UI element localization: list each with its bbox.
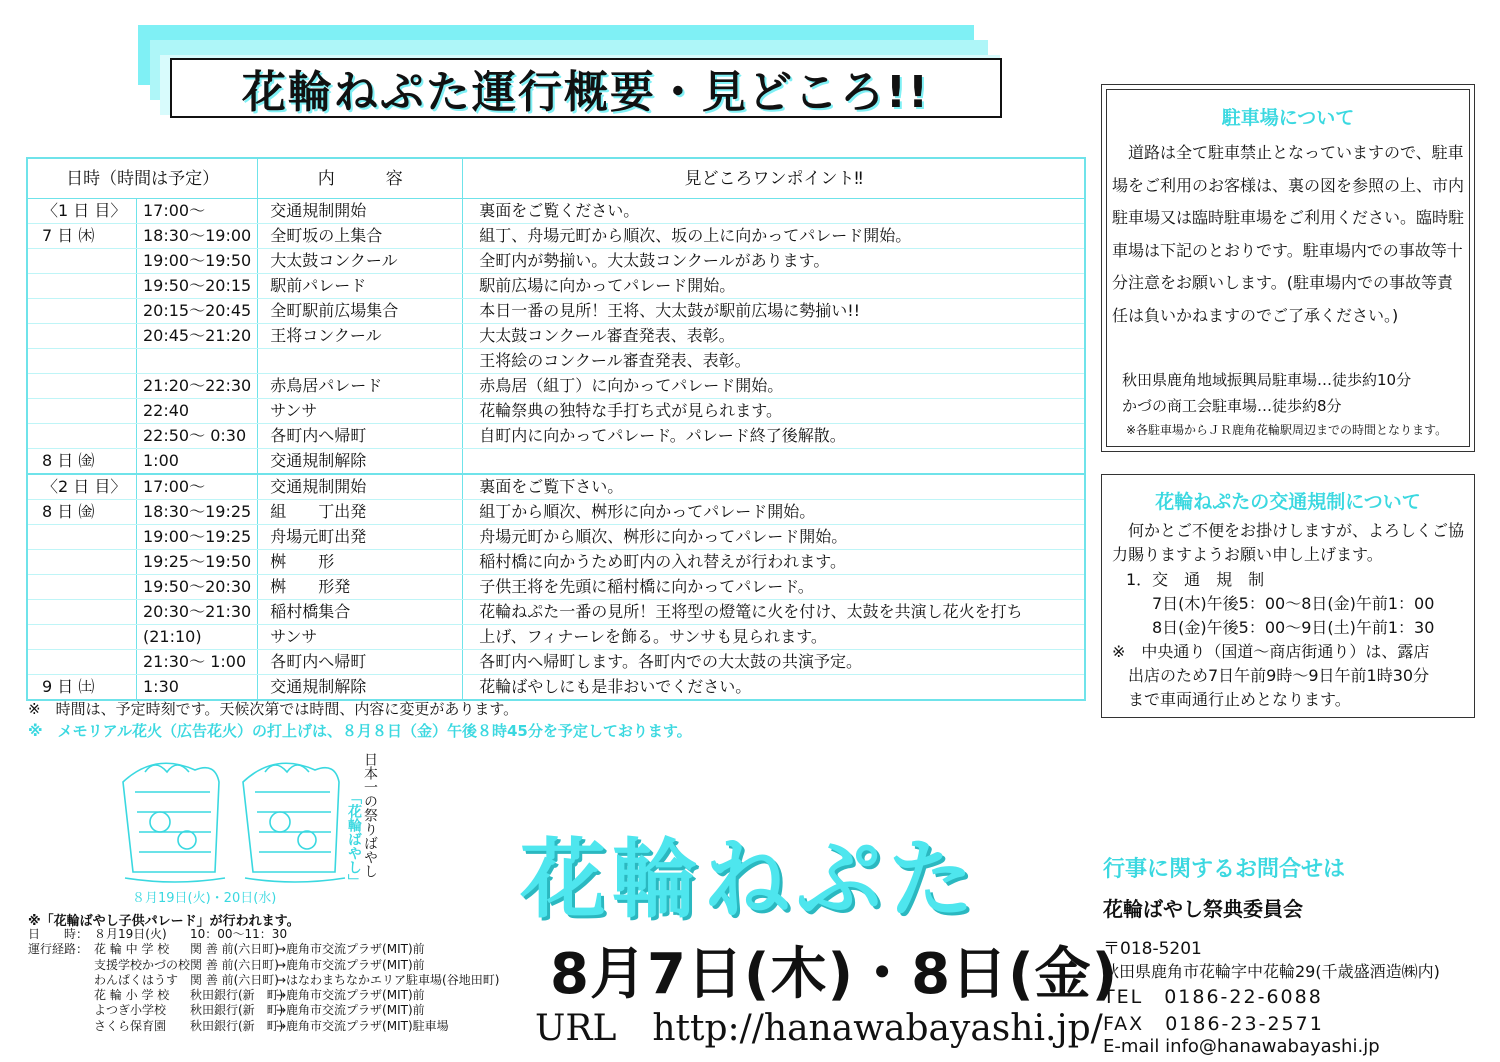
cell-time: 20:45～21:20 bbox=[137, 324, 258, 349]
cell-content: 舟場元町出発 bbox=[258, 525, 463, 550]
cell-content: 全町坂の上集合 bbox=[258, 224, 463, 249]
cell-content: 交通規制開始 bbox=[258, 474, 463, 500]
contact-block bbox=[1103, 893, 1440, 1057]
kids-cell: →はなわまちなかエリア駐車場(谷地田町) bbox=[276, 972, 500, 987]
traffic-intro: 何かとご不便をお掛けしますが、よろしくご協力賜りますようお願い申し上げます。 bbox=[1112, 521, 1465, 564]
cell-content: 全町駅前広場集合 bbox=[258, 299, 463, 324]
kids-cell: さくら保育園 bbox=[94, 1018, 167, 1033]
cell-time: 1:30 bbox=[137, 675, 258, 701]
table-row bbox=[27, 374, 1085, 399]
parking-small-note: ※各駐車場からＪＲ鹿角花輪駅周辺までの時間となります。 bbox=[1126, 423, 1448, 437]
cell-time: 20:30～21:30 bbox=[137, 600, 258, 625]
cell-point: 裏面をご覧ください。 bbox=[463, 199, 1085, 224]
kids-cell: 支援学校かづの校 bbox=[94, 957, 191, 972]
cell-point: 組丁、舟場元町から順次、坂の上に向かってパレード開始。 bbox=[463, 224, 1085, 249]
table-row bbox=[27, 449, 1085, 475]
kids-row bbox=[28, 1019, 499, 1034]
vertical-caption: 日本一の祭りばやし bbox=[362, 752, 378, 878]
schedule-table bbox=[26, 157, 1086, 701]
cell-point bbox=[463, 449, 1085, 475]
traffic-note-c: まで車両通行止めとなります。 bbox=[1128, 690, 1351, 709]
cell-point: 舟場元町から順次、桝形に向かってパレード開始。 bbox=[463, 525, 1085, 550]
cell-content: 交通規制開始 bbox=[258, 199, 463, 224]
cell-point: 裏面をご覧下さい。 bbox=[463, 474, 1085, 500]
festival-dates: ８月19日(火)・20日(水) bbox=[132, 891, 277, 906]
kids-row bbox=[28, 927, 499, 942]
cell-time: 1:00 bbox=[137, 449, 258, 475]
cell-day: 7 日 ㈭ bbox=[27, 224, 137, 249]
cell-point: 上げ、フィナーレを飾る。サンサも見られます。 bbox=[463, 625, 1085, 650]
cell-time bbox=[137, 349, 258, 374]
cell-time: 19:50～20:15 bbox=[137, 274, 258, 299]
festival-float-illustration bbox=[115, 752, 377, 886]
cell-day bbox=[27, 650, 137, 675]
cell-day bbox=[27, 399, 137, 424]
kids-cell: 日 時： bbox=[28, 927, 89, 941]
traffic-title: 花輪ねぷたの交通規制について bbox=[1155, 491, 1421, 513]
parking-lots bbox=[1122, 367, 1411, 419]
cell-time: 22:50～ 0:30 bbox=[137, 424, 258, 449]
table-header-content: 内 容 bbox=[258, 158, 463, 199]
cell-day: 8 日 ㈮ bbox=[27, 449, 137, 475]
kids-cell: 関 善 前(六日町) bbox=[190, 972, 279, 987]
traffic-note-b: 出店のため7日午前9時～9日午前1時30分 bbox=[1128, 666, 1430, 685]
cell-content: 桝 形発 bbox=[258, 575, 463, 600]
cell-content: 各町内へ帰町 bbox=[258, 650, 463, 675]
cell-day bbox=[27, 424, 137, 449]
cell-point: 花輪ばやしにも是非おいでください。 bbox=[463, 675, 1085, 701]
traffic-line-1: 7日(木)午後5：00～8日(金)午前1：00 bbox=[1152, 594, 1435, 613]
cell-content: 駅前パレード bbox=[258, 274, 463, 299]
table-row bbox=[27, 199, 1085, 224]
event-name: 花輪ねぷた bbox=[520, 830, 980, 930]
kids-row bbox=[28, 958, 499, 973]
parking-box bbox=[1101, 84, 1475, 452]
table-row bbox=[27, 249, 1085, 274]
page-title: 花輪ねぷた運行概要・見どころ!! bbox=[170, 58, 1002, 118]
cell-day bbox=[27, 374, 137, 399]
table-row bbox=[27, 324, 1085, 349]
cell-time: 18:30～19:00 bbox=[137, 224, 258, 249]
table-row bbox=[27, 575, 1085, 600]
kids-cell: →鹿角市交流プラザ(MIT)前 bbox=[276, 957, 425, 972]
cell-time: 19:50～20:30 bbox=[137, 575, 258, 600]
contact-zip: 〒018-5201 bbox=[1103, 939, 1202, 959]
cell-content: 赤鳥居パレード bbox=[258, 374, 463, 399]
cell-point: 王将絵のコンクール審査発表、表彰。 bbox=[463, 349, 1085, 374]
cell-day bbox=[27, 299, 137, 324]
cell-point: 花輪祭典の独特な手打ち式が見られます。 bbox=[463, 399, 1085, 424]
cell-time: 21:20～22:30 bbox=[137, 374, 258, 399]
cell-day: 〈1 日 目〉 bbox=[27, 199, 137, 224]
table-row bbox=[27, 224, 1085, 249]
contact-fax: FAX 0186-23-2571 bbox=[1103, 1013, 1324, 1035]
cell-point: 自町内に向かってパレード。パレード終了後解散。 bbox=[463, 424, 1085, 449]
kids-cell bbox=[28, 1019, 94, 1034]
kids-row bbox=[28, 973, 499, 988]
schedule-body bbox=[27, 199, 1085, 701]
cell-point: 全町内が勢揃い。大太鼓コンクールがあります。 bbox=[463, 249, 1085, 274]
cell-day: 9 日 ㈯ bbox=[27, 675, 137, 701]
cell-content: サンサ bbox=[258, 625, 463, 650]
cell-day bbox=[27, 625, 137, 650]
kids-cell: 秋田銀行(新 町) bbox=[190, 988, 284, 1003]
contact-tel: TEL 0186-22-6088 bbox=[1103, 986, 1323, 1008]
cell-day bbox=[27, 525, 137, 550]
table-row bbox=[27, 474, 1085, 500]
cell-time: 17:00～ bbox=[137, 199, 258, 224]
kids-cell bbox=[28, 1003, 94, 1018]
table-row bbox=[27, 550, 1085, 575]
cell-content: 組 丁出発 bbox=[258, 500, 463, 525]
cell-day bbox=[27, 600, 137, 625]
cell-point: 本日一番の見所！王将、大太鼓が駅前広場に勢揃い!! bbox=[463, 299, 1085, 324]
kids-parade-title: ※「花輪ばやし子供パレード」が行われます。 bbox=[28, 914, 300, 929]
traffic-item-label: 1．交 通 規 制 bbox=[1126, 570, 1265, 589]
cell-day bbox=[27, 349, 137, 374]
cell-day: 〈2 日 目〉 bbox=[27, 474, 137, 500]
table-row bbox=[27, 274, 1085, 299]
parking-lot-1: 秋田県鹿角地域振興局駐車場…徒歩約10分 bbox=[1122, 371, 1412, 389]
contact-email[interactable]: E-mail info@hanawabayashi.jp bbox=[1103, 1036, 1380, 1057]
kids-cell: →鹿角市交流プラザ(MIT)前 bbox=[276, 1003, 425, 1018]
cell-day bbox=[27, 550, 137, 575]
cell-point: 稲村橋に向かうため町内の入れ替えが行われます。 bbox=[463, 550, 1085, 575]
cell-day: 8 日 ㈮ bbox=[27, 500, 137, 525]
cell-content: 大太鼓コンクール bbox=[258, 249, 463, 274]
kids-cell: ８月19日(火) bbox=[94, 927, 167, 941]
cell-point: 花輪ねぷた一番の見所！王将型の燈篭に火を付け、太鼓を共演し花火を打ち bbox=[463, 600, 1085, 625]
cell-time: 19:25～19:50 bbox=[137, 550, 258, 575]
cell-time: 19:00～19:25 bbox=[137, 525, 258, 550]
table-row bbox=[27, 525, 1085, 550]
table-row bbox=[27, 399, 1085, 424]
cell-time: 21:30～ 1:00 bbox=[137, 650, 258, 675]
event-dates: 8月7日(木)・8日(金) bbox=[550, 942, 1119, 1007]
contact-heading: 行事に関するお問合せは bbox=[1103, 857, 1346, 882]
traffic-box bbox=[1101, 474, 1475, 718]
event-url[interactable]: URL http://hanawabayashi.jp/ bbox=[535, 1008, 1103, 1049]
cell-point: 赤鳥居（組丁）に向かってパレード開始。 bbox=[463, 374, 1085, 399]
cell-time: 18:30～19:25 bbox=[137, 500, 258, 525]
cell-content: 稲村橋集合 bbox=[258, 600, 463, 625]
table-row bbox=[27, 675, 1085, 701]
contact-org: 花輪ばやし祭典委員会 bbox=[1103, 897, 1303, 921]
cell-content: 各町内へ帰町 bbox=[258, 424, 463, 449]
table-row bbox=[27, 349, 1085, 374]
table-header-point: 見どころワンポイント‼ bbox=[463, 158, 1085, 199]
kids-cell: わんぱくはうす bbox=[94, 972, 179, 987]
cell-time: 17:00～ bbox=[137, 474, 258, 500]
vertical-caption-highlight: 「花輪ばやし」 bbox=[346, 790, 362, 888]
cell-point: 組丁から順次、桝形に向かってパレード開始。 bbox=[463, 500, 1085, 525]
table-row bbox=[27, 650, 1085, 675]
kids-cell bbox=[28, 988, 94, 1003]
kids-cell bbox=[28, 958, 94, 973]
table-row bbox=[27, 424, 1085, 449]
kids-cell: 秋田銀行(新 町) bbox=[190, 1018, 284, 1033]
cell-content: 交通規制解除 bbox=[258, 449, 463, 475]
time-note: ※ 時間は、予定時刻です。天候次第では時間、内容に変更があります。 bbox=[28, 700, 519, 718]
kids-cell: 秋田銀行(新 町) bbox=[190, 1003, 284, 1018]
cell-point: 駅前広場に向かってパレード開始。 bbox=[463, 274, 1085, 299]
cell-time: 22:40 bbox=[137, 399, 258, 424]
contact-address: 秋田県鹿角市花輪字中花輪29(千歳盛酒造㈱内) bbox=[1103, 962, 1440, 981]
cell-content: 王将コンクール bbox=[258, 324, 463, 349]
cell-content: サンサ bbox=[258, 399, 463, 424]
cell-point: 各町内へ帰町します。各町内での大太鼓の共演予定。 bbox=[463, 650, 1085, 675]
kids-cell: 運行経路： bbox=[28, 942, 89, 957]
traffic-line-2: 8日(金)午後5：00～9日(土)午前1：30 bbox=[1152, 618, 1435, 637]
cell-day bbox=[27, 575, 137, 600]
table-header-datetime: 日時（時間は予定） bbox=[27, 158, 258, 199]
kids-cell: →鹿角市交流プラザ(MIT)前 bbox=[276, 988, 425, 1003]
cell-time: 19:00～19:50 bbox=[137, 249, 258, 274]
parking-body: 道路は全て駐車禁止となっていますので、駐車場をご利用のお客様は、裏の図を参照の上、市内駐車場又は臨時駐車場をご利用ください。臨時駐車場は下記のとおりです。駐車場内での事故等十分注意をお願いします。(駐車場内での事故等責任は負いかねますのでご了承ください。) bbox=[1112, 143, 1465, 325]
kids-cell: →鹿角市交流プラザ(MIT)駐車場 bbox=[276, 1018, 449, 1033]
cell-point: 大太鼓コンクール審査発表、表彰。 bbox=[463, 324, 1085, 349]
cell-day bbox=[27, 274, 137, 299]
parking-lot-2: かづの商工会駐車場…徒歩約8分 bbox=[1122, 397, 1342, 415]
cell-time: 20:15～20:45 bbox=[137, 299, 258, 324]
kids-cell: よつぎ小学校 bbox=[94, 1003, 167, 1018]
kids-row bbox=[28, 988, 499, 1003]
kids-cell: 関 善 前(六日町) bbox=[190, 942, 279, 957]
table-row bbox=[27, 625, 1085, 650]
traffic-note-a: ※ 中央通り（国道～商店街通り）は、露店 bbox=[1112, 642, 1430, 661]
table-row bbox=[27, 500, 1085, 525]
kids-cell: 10：00～11：30 bbox=[190, 927, 288, 941]
kids-cell: 花 輪 小 学 校 bbox=[94, 988, 170, 1003]
kids-cell: 花 輪 中 学 校 bbox=[94, 942, 170, 957]
cell-point: 子供王将を先頭に稲村橋に向かってパレード。 bbox=[463, 575, 1085, 600]
kids-cell bbox=[28, 973, 94, 988]
kids-row bbox=[28, 942, 499, 957]
kids-cell: 関 善 前(六日町) bbox=[190, 957, 279, 972]
table-row bbox=[27, 299, 1085, 324]
kids-cell: →鹿角市交流プラザ(MIT)前 bbox=[276, 942, 425, 957]
cell-content bbox=[258, 349, 463, 374]
cell-time: (21:10) bbox=[137, 625, 258, 650]
table-row bbox=[27, 600, 1085, 625]
cell-day bbox=[27, 324, 137, 349]
kids-parade-table bbox=[28, 927, 499, 1034]
parking-title: 駐車場について bbox=[1221, 107, 1355, 129]
cell-content: 交通規制解除 bbox=[258, 675, 463, 701]
cell-content: 桝 形 bbox=[258, 550, 463, 575]
fireworks-note: ※ メモリアル花火（広告花火）の打上げは、８月８日（金）午後８時45分を予定しております。 bbox=[28, 722, 692, 740]
kids-row bbox=[28, 1003, 499, 1018]
cell-day bbox=[27, 249, 137, 274]
